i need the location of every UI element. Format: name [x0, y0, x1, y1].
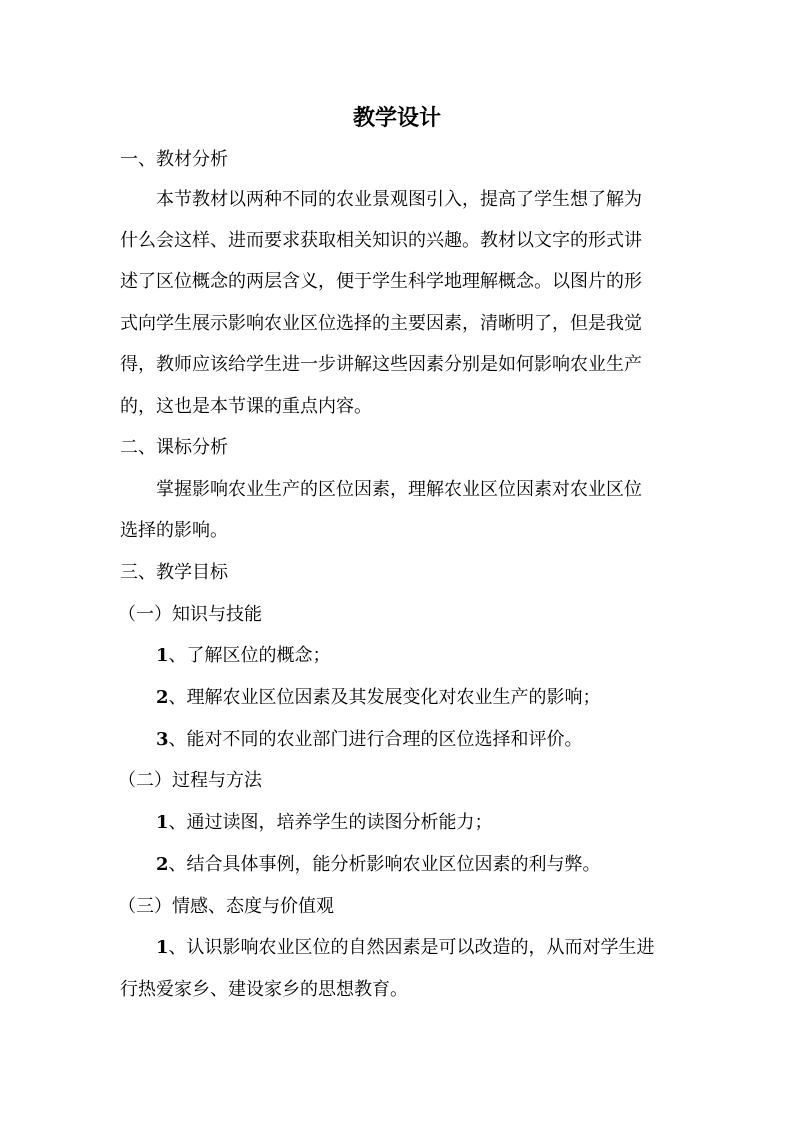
- list-item: [156, 809, 493, 837]
- subsection-heading-emotion-attitude-values: （三）情感、态度与价值观: [118, 896, 334, 917]
- list-item: [156, 726, 583, 754]
- item-number: 2: [156, 687, 169, 708]
- item-text: 、结合具体事例，能分析影响农业区位因素的利与弊。: [168, 854, 601, 875]
- item-text: 、理解农业区位因素及其发展变化对农业生产的影响；: [168, 687, 601, 708]
- subsection-heading-process-methods: （二）过程与方法: [118, 770, 262, 791]
- item-number: 1: [156, 645, 169, 666]
- paragraph-line: 得，教师应该给学生进一步讲解这些因素分别是如何影响农业生产: [120, 354, 642, 375]
- item-number: 3: [156, 729, 169, 750]
- item-text: 、能对不同的农业部门进行合理的区位选择和评价。: [168, 729, 583, 750]
- section-heading-teaching-objectives: 三、教学目标: [120, 562, 228, 583]
- item-text: 、了解区位的概念；: [168, 645, 331, 666]
- section-heading-textbook-analysis: 一、教材分析: [120, 149, 228, 170]
- paragraph-line: 什么会这样、进而要求获取相关知识的兴趣。教材以文字的形式讲: [120, 230, 642, 251]
- paragraph-line: 掌握影响农业生产的区位因素，理解农业区位因素对农业区位: [156, 479, 642, 500]
- paragraph-line: 行热爱家乡、建设家乡的思想教育。: [120, 979, 408, 1000]
- item-number: 1: [156, 812, 169, 833]
- paragraph-line: 本节教材以两种不同的农业景观图引入，提高了学生想了解为: [156, 189, 642, 210]
- paragraph-line: 的，这也是本节课的重点内容。: [120, 396, 372, 417]
- paragraph-line: 述了区位概念的两层含义，便于学生科学地理解概念。以图片的形: [120, 271, 642, 292]
- item-number: 1: [156, 937, 169, 958]
- list-item: [156, 851, 601, 879]
- list-item: [156, 934, 655, 962]
- list-item: [156, 684, 601, 712]
- section-heading-curriculum-analysis: 二、课标分析: [120, 437, 228, 458]
- list-item: [156, 642, 331, 670]
- paragraph-line: 式向学生展示影响农业区位选择的主要因素，清晰明了，但是我觉: [120, 313, 642, 334]
- paragraph-line: 选择的影响。: [120, 520, 228, 541]
- item-text: 、认识影响农业区位的自然因素是可以改造的，从而对学生进: [168, 937, 655, 958]
- item-text: 、通过读图，培养学生的读图分析能力；: [168, 812, 493, 833]
- subsection-heading-knowledge-skills: （一）知识与技能: [118, 604, 262, 625]
- document-title: 教学设计: [352, 105, 441, 131]
- item-number: 2: [156, 854, 169, 875]
